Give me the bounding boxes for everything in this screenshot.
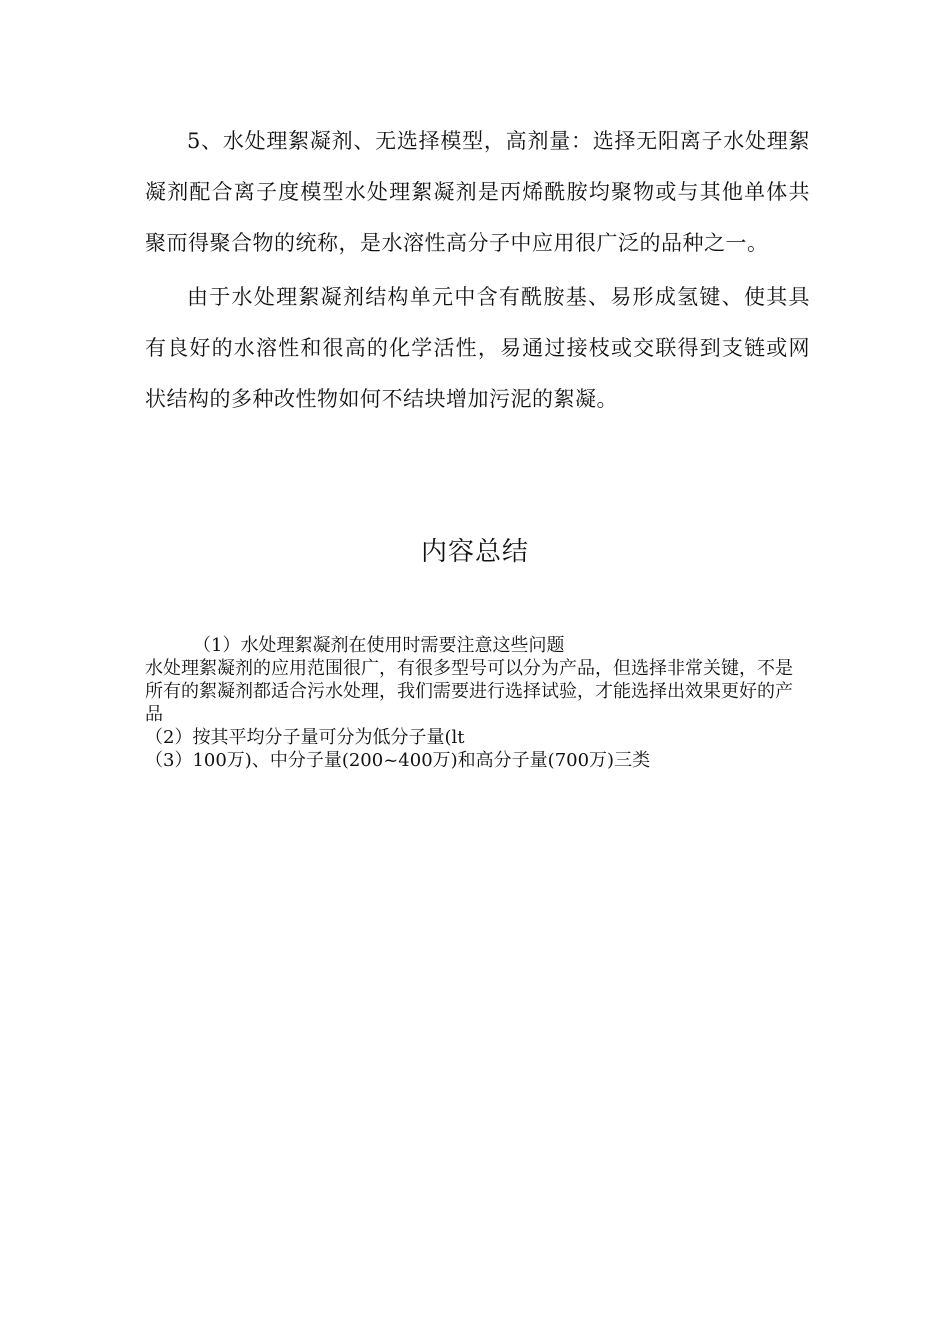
summary-line-3: （2）按其平均分子量可分为低分子量(lt xyxy=(145,727,465,748)
summary-line-2: 水处理絮凝剂的应用范围很广，有很多型号可以分为产品，但选择非常关键，不是所有的絮凝剂都适合污水处理，我们需要进行选择试验，才能选择出效果更好的产品 xyxy=(145,658,793,725)
summary-line-1: （1）水处理絮凝剂在使用时需要注意这些问题 xyxy=(193,635,565,656)
summary-section xyxy=(145,634,805,772)
paragraph-flocculant-structure: 由于水处理絮凝剂结构单元中含有酰胺基、易形成氢键、使其具有良好的水溶性和很高的化学活性，易通过接枝或交联得到支链或网状结构的多种改性物如何不结块增加污泥的絮凝。 xyxy=(145,285,810,411)
body-section xyxy=(145,116,810,425)
summary-line-4: （3）100万)、中分子量(200~400万)和高分子量(700万)三类 xyxy=(145,750,651,771)
summary-title: 内容总结 xyxy=(420,537,529,567)
paragraph-flocculant-type: 5、水处理絮凝剂、无选择模型，高剂量：选择无阳离子水处理絮凝剂配合离子度模型水处理絮凝剂是丙烯酰胺均聚物或与其他单体共聚而得聚合物的统称，是水溶性高分子中应用很广泛的品种之一。 xyxy=(145,129,810,255)
